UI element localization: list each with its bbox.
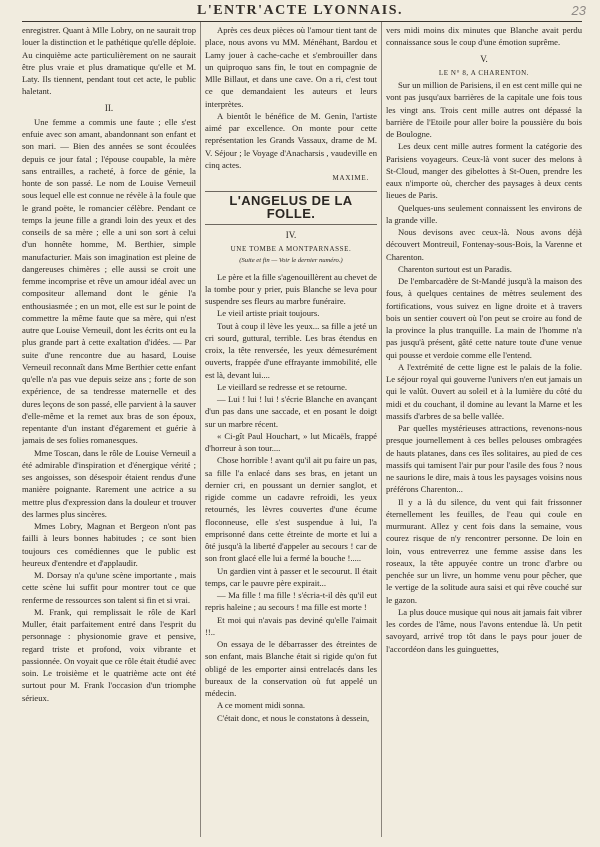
column-divider xyxy=(200,22,201,837)
section-heading: V. xyxy=(480,53,488,64)
section-subtitle: UNE TOMBE A MONTPARNASSE. xyxy=(230,245,352,253)
paragraph: « Ci-gît Paul Houchart, » lut Micaëls, frappé d'horreur à son tour.... xyxy=(205,430,377,453)
author-signature: MAXIME. xyxy=(332,174,369,182)
section-heading: IV. xyxy=(285,229,297,240)
column-right xyxy=(386,24,582,841)
paragraph: Quelques-uns seulement connaissent les environs de la grande ville. xyxy=(386,202,582,225)
paragraph: M. Dorsay n'a qu'une scène importante , mais cette scène lui suffit pour montrer tout ce que renferme de ressources son talent si fin et si vrai. xyxy=(22,570,196,605)
paragraph: De l'embarcadère de St-Mandé jusqu'à la maison des fous, à quelques centaines de mètres seulement des fortifications, vous suivez en ligne droite et à travers bois un sentier couvert où l'on peut se croire au fond de la province la plus tranquille. La main de l'homme n'a pas jusqu'à présent, gâté cette nature toute d'une venue qui pousse et verdoie comme elle l'entend. xyxy=(386,276,582,360)
column-divider xyxy=(381,22,382,837)
paragraph: Mmes Lobry, Magnan et Bergeon n'ont pas failli à leurs bonnes habitudes ; ce sont bien toujours ces comédiennes que le public est heureux d'entendre et d'applaudir. xyxy=(22,521,196,568)
paragraph: La plus douce musique qui nous ait jamais fait vibrer les cordes de l'âme, nous l'avons entendue là. Un petit savoyard, arrivé trop tôt dans le pays pour jouer de l'accordéon dans les guinguettes, xyxy=(386,606,582,654)
paragraph: vers midi moins dix minutes que Blanche avait perdu connaissance sous le coup d'une émotion suprême. xyxy=(386,25,582,48)
paragraph: Il y a là du silence, du vent qui fait frissonner éternellement les feuilles, de l'eau qui coule en murmurant. Allez y cent fois dans la semaine, vous courez risque de n'y rencontrer personne. De loin en loin, vous entreverrez une femme assise dans les roseaux, la tête appuyée contre un tronc d'arbre ou penchée sur un livre, un homme venu pour pêcher, que le vertige de la solitude aura saisi et qui rêve couché sur le gazon. xyxy=(386,496,582,605)
paragraph: A bientôt le bénéfice de M. Genin, l'artiste aimé par excellence. On monte pour cette représentation les Grands Vassaux, drame de M. V. Séjour ; le Voyage d'Anacharsis , vaudeville en cinq actes. xyxy=(205,110,377,170)
paragraph: A ce moment midi sonna. xyxy=(217,700,306,711)
paragraph: enregistrer. Quant à Mlle Lobry, on ne saurait trop louer la distinction et le pathétique qu'elle déploie. Au cinquième acte particulièrement on ne saurait être plus vraie et plus dramatique qu'elle et M. Laty. Ils tiennent, pendant tout cet acte, le public haletant. xyxy=(22,25,196,97)
paragraph: Et moi qui n'avais pas deviné qu'elle l'aimait !!.. xyxy=(205,614,377,637)
story-title: L'ANGELUS DE LA FOLLE. xyxy=(205,191,377,225)
paragraph: Le vieil artiste priait toujours. xyxy=(217,308,320,319)
paragraph: Par quelles mystérieuses attractions, revenons-nous presque journellement à ces belles pelouses ombragées de hauts platanes, dans ces îles solitaires, au pied de ces massifs qui tamisent l'air pur pour l'asile des fous ? nous ne saurions le dire, mais à tous les paysages voisins nous préférons Charenton... xyxy=(386,423,582,495)
paragraph: Les deux cent mille autres forment la catégorie des Parisiens voyageurs. Ceux-là vont sucer des melons à St-Cloud, manger des gibelottes à St-Ouen, prendre les eaux n'importe où, chercher des paysages à deux cents lieues de Paris. xyxy=(386,141,582,201)
paragraph: Une femme a commis une faute ; elle s'est enfuie avec son amant, abandonnant son enfant et son mari. — Bien des années se sont écoulées depuis ce jour fatal ; l'épouse coupable, la mère sans entrailles, a racheté, à force de génie, la honte de son passé. Le nom de Louise Verneuil sous lequel elle est connue ne révèle à la foule que le grand poëte, le romancier célèbre. Pendant ce temps la jeune fille a grandi loin des yeux et des conseils de sa mère ; elle a uni son sort à celui d'un honnête homme, M. Berthier, simple manufacturier. Mais son imagination est pleine de dangereuses chimères ; elle aussi se croit une femme incomprise et rêve un amour idéal avec un compositeur allemand dont le génie l'a enthousiasmée ; en un mot, elle est sur le point de commettre la même faute que sa mère, qui n'est autre que Louise Verneuil, dont les écrits ont eu la plus grande part à cette exaltation d'idées. — Par suite d'une rencontre due au hasard, Louise Verneuil reconnaît dans Mme Berthier cette enfant qu'elle n'a pas vue depuis seize ans ; forte de son expérience, de sa tendresse maternelle et des dures leçons de son passé, elle parvient à la sauver d'elle-même et la remet aux bras de son époux, repentante d'un instant d'égarement et guérie à jamais de ses folies romanesques. xyxy=(22,116,196,446)
paragraph: Charenton surtout est un Paradis. xyxy=(398,263,512,274)
header-rule xyxy=(22,21,582,22)
column-left xyxy=(22,24,196,841)
masthead-title: L'ENTR'ACTE LYONNAIS. xyxy=(196,3,404,18)
paragraph: C'était donc, et nous le constatons à dessein, xyxy=(217,712,370,723)
page-number: 23 xyxy=(571,3,586,18)
paragraph: Sur un million de Parisiens, il en est cent mille qui ne vont pas jusqu'aux barrières de la capitale une fois tous les vingt ans. Trois cent mille autres ont dépassé la barrière de l'Etoile pour aller boire la poussière du bois de Boulogne. xyxy=(386,80,582,139)
section-subtitle: LE N° 8, A CHARENTON. xyxy=(438,68,530,77)
paragraph: Après ces deux pièces où l'amour tient tant de place, nous avons vu MM. Ménéhant, Bardou et Lamy jouer à cache-cache et s'embrouiller dans un quiproquo sans fin, le tout en compagnie de Mlle Billaut, et dans une cave. On a ri, c'est tout ce que demandaient les auteurs et leurs interprètes. xyxy=(205,25,377,109)
paragraph: Tout à coup il lève les yeux... sa fille a jeté un cri sourd, guttural, terrible. Les bras étendus en croix, la tête renversée, les yeux démesurément ouverts, frappée d'une effrayante immobilité, elle est là, devant lui.... xyxy=(205,320,377,380)
paragraph: Mme Toscan, dans le rôle de Louise Verneuil a été admirable d'inspiration et d'énergique vérité ; ses angoisses, son désespoir étaient rendus d'une manière poignante. Rarement une actrice a su mettre plus d'expression dans la douleur et trouver des larmes plus sincères. xyxy=(22,447,196,519)
paragraph: — Ma fille ! ma fille ! s'écria-t-il dès qu'il eut repris haleine ; au secours ! ma fille est morte ! xyxy=(205,590,377,613)
paragraph: M. Frank, qui remplissait le rôle de Karl Muller, était parfaitement entré dans l'esprit du personnage : physionomie grave et pensive, regard triste et profond, voix vibrante et passionnée. On voyait que ce rôle était étudié avec soin. Le troisième et le quatrième acte ont été surtout pour M. Frank l'occasion d'un triomphe sérieux. xyxy=(22,606,196,703)
section-note: (Suite et fin — Voir le dernier numéro.) xyxy=(239,257,343,265)
paragraph: Le père et la fille s'agenouillèrent au chevet de la tombe pour y prier, puis Blanche se leva pour suspendre ses fleurs au marbre funéraire. xyxy=(205,271,377,306)
column-middle xyxy=(205,24,377,841)
paragraph: On essaya de le débarrasser des étreintes de son enfant, mais Blanche était si rigide qu'on fut obligé de les emporter ainsi entrelacés dans les bureaux de la conservation où fut appelé un médecin. xyxy=(205,639,377,698)
paragraph: Chose horrible ! avant qu'il ait pu faire un pas, sa fille l'a enlacé dans ses bras, en jetant un dernier cri, en poussant un dernier sanglot, et rigide comme un cadavre refroidi, les yeux retournés, les lèvres couvertes d'une écume floconneuse, elle s'est suspendue à lui, l'a emprisonné dans cette étreinte de morte et lui a ôté jusqu'à la liberté d'appeler au secours ! car de son front glacé elle lui a fermé la bouche !..... xyxy=(205,455,377,564)
paragraph: A l'extrémité de cette ligne est le palais de la folie. Le séjour royal qui gouverne l'univers n'en eut jamais un qui le valût. Ouvert au soleil et à la lumière du côté du midi et du couchant, il domine au levant la Marne et les massifs d'arbres de sa belle vallée. xyxy=(386,361,582,421)
section-heading: II. xyxy=(104,102,114,113)
paragraph: — Lui ! lui ! lui ! s'écrie Blanche en avançant d'un pas dans une saccade, et en posant le doigt sur un marbre récent. xyxy=(205,394,377,429)
paragraph: Le vieillard se redresse et se retourne. xyxy=(217,381,348,392)
paragraph: Nous devisons avec ceux-là. Nous avons déjà découvert Montreuil, Fontenay-sous-Bois, la Varenne et Charenton. xyxy=(386,227,582,262)
paragraph: Un gardien vint à passer et le secourut. Il était temps, car le pauvre père expirait... xyxy=(205,565,377,588)
